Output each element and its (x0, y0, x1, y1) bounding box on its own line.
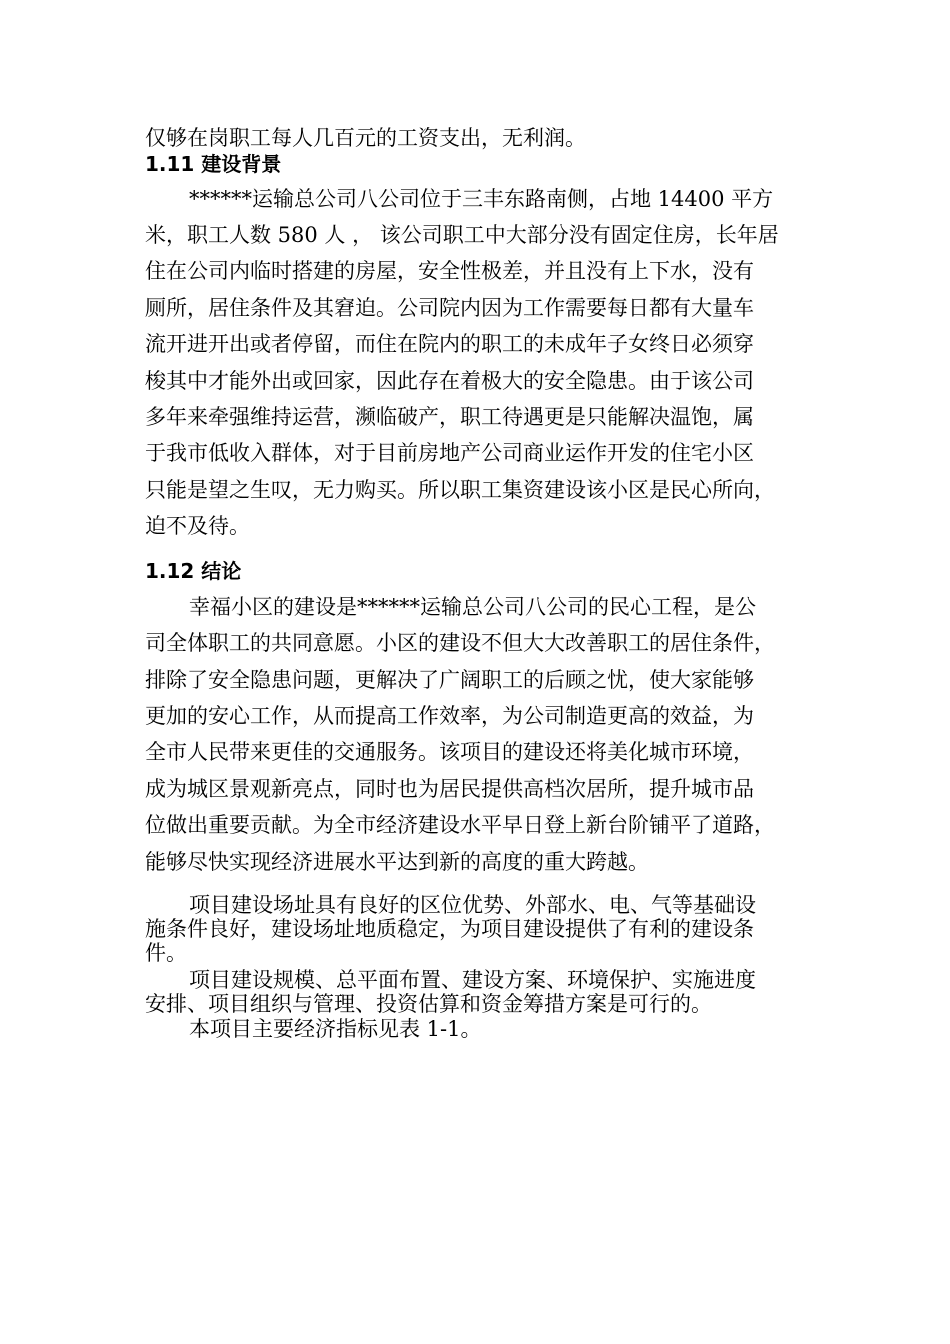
paragraph-line: 件。 (145, 941, 187, 965)
paragraph-line: 全市人民带来更佳的交通服务。该项目的建设还将美化城市环境， (145, 740, 754, 764)
paragraph-line: 司全体职工的共同意愿。小区的建设不但大大改善职工的居住条件， (145, 631, 775, 655)
paragraph-line: 住在公司内临时搭建的房屋，安全性极差，并且没有上下水，没有 (145, 259, 754, 283)
paragraph-line: 梭其中才能外出或回家，因此存在着极大的安全隐患。由于该公司 (145, 369, 754, 393)
paragraph-line: 成为城区景观新亮点，同时也为居民提供高档次居所，提升城市品 (145, 777, 754, 801)
paragraph-line: 项目建设场址具有良好的区位优势、外部水、电、气等基础设 (189, 893, 756, 917)
paragraph-line: 米，职工人数 580 人 ， 该公司职工中大部分没有固定住房，长年居 (145, 223, 779, 247)
intro-line: 仅够在岗职工每人几百元的工资支出，无利润。 (145, 126, 586, 150)
paragraph-line: 项目建设规模、总平面布置、建设方案、环境保护、实施进度 (189, 968, 756, 992)
paragraph-line: 位做出重要贡献。为全市经济建设水平早日登上新台阶铺平了道路， (145, 813, 775, 837)
paragraph-line: 厕所，居住条件及其窘迫。公司院内因为工作需要每日都有大量车 (145, 296, 754, 320)
paragraph-line: 迫不及待。 (145, 514, 250, 538)
paragraph-line: ******运输总公司八公司位于三丰东路南侧，占地 14400 平方 (189, 187, 774, 211)
paragraph-line: 施条件良好，建设场址地质稳定，为项目建设提供了有利的建设条 (145, 917, 754, 941)
paragraph-line: 本项目主要经济指标见表 1-1。 (189, 1017, 482, 1041)
section-heading-1-12: 1.12 结论 (145, 559, 242, 583)
paragraph-line: 幸福小区的建设是******运输总公司八公司的民心工程，是公 (189, 595, 756, 619)
paragraph-line: 于我市低收入群体，对于目前房地产公司商业运作开发的住宅小区 (145, 441, 754, 465)
section-heading-1-11: 1.11 建设背景 (145, 152, 282, 176)
paragraph-line: 多年来牵强维持运营，濒临破产，职工待遇更是只能解决温饱，属 (145, 405, 754, 429)
paragraph-line: 更加的安心工作，从而提高工作效率，为公司制造更高的效益，为 (145, 704, 754, 728)
paragraph-line: 能够尽快实现经济进展水平达到新的高度的重大跨越。 (145, 850, 649, 874)
paragraph-line: 安排、项目组织与管理、投资估算和资金筹措方案是可行的。 (145, 992, 712, 1016)
paragraph-line: 排除了安全隐患问题，更解决了广阔职工的后顾之忧，使大家能够 (145, 668, 754, 692)
paragraph-line: 只能是望之生叹，无力购买。所以职工集资建设该小区是民心所向， (145, 478, 775, 502)
paragraph-line: 流开进开出或者停留，而住在院内的职工的未成年子女终日必须穿 (145, 332, 754, 356)
